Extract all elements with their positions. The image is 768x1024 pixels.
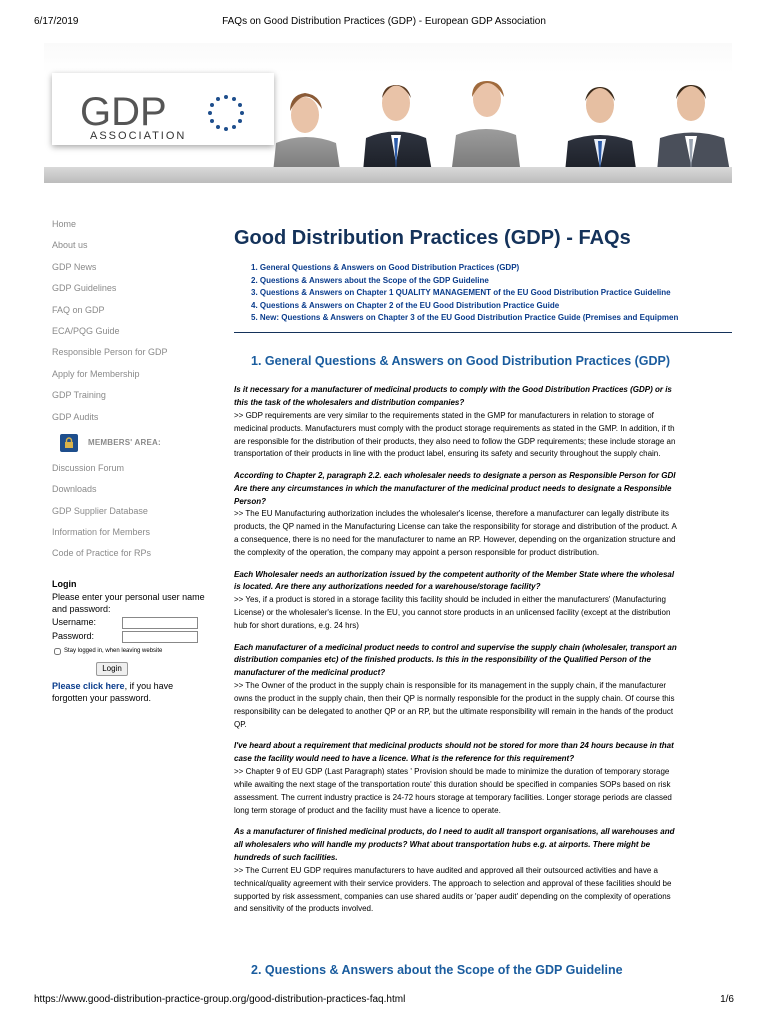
forgot-password-rest-2: forgotten your password.: [52, 693, 152, 703]
print-footer: [34, 994, 734, 1008]
faq-answer-line: supported by risk assessment, companies can use shared audits or 'paper audit' depending on the complexity of operations: [234, 891, 671, 901]
faq-item: [234, 826, 732, 916]
faq-answer-line: transportation of their products in line with the product label, ensuring its safety and security throughout the supply chain.: [234, 449, 661, 459]
sidebar-item-faq-on-gdp[interactable]: FAQ on GDP: [52, 304, 105, 315]
toc-link-section-3[interactable]: 3. Questions & Answers on Chapter 1 QUALITY MANAGEMENT of the EU Good Distribution Practice Guideline: [251, 288, 671, 298]
forgot-password-link[interactable]: Please click here: [52, 680, 125, 691]
print-url: https://www.good-distribution-practice-group.org/good-distribution-practices-faq.html: [34, 994, 406, 1005]
sidebar-item-home[interactable]: Home: [52, 219, 77, 229]
faq-question-line: Each manufacturer of a medicinal product needs to control and supervise the supply chain (wholesaler, transport an: [234, 642, 677, 652]
toc-link-section-4[interactable]: 4. Questions & Answers on Chapter 2 of the EU Good Distribution Practice Guide: [251, 300, 560, 310]
faq-question-line: case the facility would need to have a licence. What is the reference for this requirement?: [234, 754, 575, 764]
faq-answer-line: hub for short durations, e.g. 24 hrs): [234, 621, 359, 631]
sidebar-item-gdp-audits[interactable]: GDP Audits: [52, 411, 99, 422]
members-area-header: [60, 428, 212, 458]
faq-table-of-contents: [251, 262, 732, 325]
login-heading: Login: [52, 579, 77, 589]
faq-answer-line: >> Chapter 9 of EU GDP (Last Paragraph) states ' Provision should be made to minimize the duration of temporary storage: [234, 767, 670, 777]
password-label: Password:: [52, 631, 95, 642]
stay-logged-in-label: Stay logged in, when leaving website: [64, 648, 163, 655]
gdp-logo[interactable]: [52, 73, 274, 145]
login-button[interactable]: Login: [96, 662, 128, 676]
faq-question-line: Are there any circumstances in which the manufacturer of the medicinal product needs to designate a Responsible: [234, 483, 672, 493]
faq-item: [234, 740, 732, 817]
password-input[interactable]: [122, 631, 198, 643]
faq-question-line: According to Chapter 2, paragraph 2.2. each wholesaler needs to designate a person as Responsible Person for GDI: [234, 470, 676, 480]
section-2-heading: 2. Questions & Answers about the Scope of the GDP Guideline: [251, 963, 623, 977]
faq-answer-line: and sensitivity of the products involved.: [234, 904, 374, 914]
faq-answer-line: >> The Current EU GDP requires manufacturers to have audited and approved all their outsourced activities and have a: [234, 865, 658, 875]
sidebar-item-responsible-person[interactable]: Responsible Person for GDP: [52, 347, 168, 358]
main-content: [234, 224, 732, 925]
faq-answer-line: a consequence, there is no need for the manufacturer to name an RP. However, depending on the organization structure and: [234, 535, 676, 545]
login-intro-line-1: Please enter your personal user name: [52, 591, 205, 602]
header-banner: [44, 43, 732, 183]
print-page-number: 1/6: [720, 994, 734, 1005]
faq-answer-line: technical/quality agreement with their service providers. The approach to selection and approval of these facilities should be: [234, 878, 672, 888]
toc-link-section-1[interactable]: 1. General Questions & Answers on Good Distribution Practices (GDP): [251, 263, 520, 272]
sidebar-item-code-of-practice[interactable]: Code of Practice for RPs: [52, 548, 152, 559]
faq-question-line: distribution companies etc) of the finished products. Is this in the responsibility of the Qualified Person of the: [234, 655, 651, 665]
login-intro-line-2: and password:: [52, 604, 111, 614]
faq-answer-line: >> GDP requirements are very similar to the requirements stated in the GMP for manufacturers in relation to storage of: [234, 410, 654, 420]
divider: [234, 332, 732, 333]
eu-stars-icon: [208, 95, 244, 131]
forgot-password-rest: , if you have: [124, 680, 174, 691]
faq-question-line: is located. Are there any authorizations needed for a warehouse/storage facility?: [234, 582, 541, 592]
faq-answer-line: >> The EU Manufacturing authorization includes the wholesaler's license, therefore a manufacturer can legally distribute its: [234, 509, 669, 519]
faq-question-line: As a manufacturer of finished medicinal products, do I need to audit all transport organisations, all warehouses and: [234, 827, 675, 837]
members-area-label: MEMBERS' AREA:: [88, 438, 161, 448]
faq-answer-line: assessment. The current industry practice is 24-72 hours storage at temporary facilities. Longer storage periods are classed: [234, 792, 672, 802]
faq-answer-line: License) or the wholesaler's license. In the EU, you cannot store products in an unlicensed facility (except at the distribution: [234, 608, 671, 618]
faq-item: [234, 384, 732, 461]
sidebar-item-gdp-news[interactable]: GDP News: [52, 261, 97, 272]
sidebar-item-gdp-training[interactable]: GDP Training: [52, 390, 106, 401]
sidebar-item-about-us[interactable]: About us: [52, 240, 88, 251]
faq-answer-line: products, the QP named in the Manufacturing License can take the responsibility for storage and distribution of the product. A: [234, 522, 677, 532]
faq-answer-line: >> Yes, if a product is stored in a storage facility this facility should be included in either the manufacturers' (Manufacturing: [234, 595, 666, 605]
faq-question-line: Person?: [234, 496, 267, 506]
toc-link-section-2[interactable]: 2. Questions & Answers about the Scope of the GDP Guideline: [251, 275, 489, 285]
sidebar-item-apply-membership[interactable]: Apply for Membership: [52, 368, 140, 379]
faq-item: [234, 569, 732, 633]
faq-answer-line: while awaiting the next stage of the transportation route' this duration should be specified in companies SOPs based on risk: [234, 779, 671, 789]
faq-question-line: hundreds of such facilities.: [234, 852, 338, 862]
sidebar-item-supplier-database[interactable]: GDP Supplier Database: [52, 505, 148, 516]
faq-question-line: Each Wholesaler needs an authorization issued by the competent authority of the Member State where the wholesal: [234, 569, 675, 579]
page-title: Good Distribution Practices (GDP) - FAQs: [234, 227, 631, 249]
faq-answer-line: the complexity of the operation, the company may appoint a person responsible for product distribution.: [234, 548, 600, 558]
logo-subtitle-text: ASSOCIATION: [90, 130, 187, 142]
sidebar-item-info-for-members[interactable]: Information for Members: [52, 527, 151, 538]
section-1-heading: 1. General Questions & Answers on Good Distribution Practices (GDP): [251, 353, 671, 368]
stay-logged-in-checkbox[interactable]: [54, 648, 61, 655]
username-input[interactable]: [122, 617, 198, 629]
sidebar-item-gdp-guidelines[interactable]: GDP Guidelines: [52, 283, 117, 294]
faq-question-line: Is it necessary for a manufacturer of medicinal products to comply with the Good Distribution Practices (GDP) or is: [234, 384, 672, 394]
print-page-title: FAQs on Good Distribution Practices (GDP) - European GDP Association: [222, 16, 546, 27]
lock-icon: [60, 434, 78, 452]
faq-answer-line: are responsible for the distribution of their products, they also need to follow the GDP requirements; these include storage an: [234, 436, 676, 446]
print-header: [34, 16, 734, 30]
faq-answer-line: QP.: [234, 719, 247, 729]
faq-answer-line: owns the product in the supply chain, then their QP is normally responsible for the product in the supply chain. Of course this: [234, 694, 675, 704]
print-date: 6/17/2019: [34, 16, 79, 27]
faq-answer-line: responsibility can be delegated to another QP or an RP, but the ultimate responsibility will remain in the hands of the product: [234, 706, 674, 716]
faq-answer-line: >> The Owner of the product in the supply chain is responsible for its management in the supply chain, if the manufacturer: [234, 681, 667, 691]
faq-answer-line: medicinal products. Manufacturers must comply with the product storage requirements as stated in the GMP. In addition, if th: [234, 423, 675, 433]
logo-brand-text: GDP: [80, 90, 167, 134]
faq-question-line: this the task of the wholesalers and distribution companies?: [234, 397, 465, 407]
sidebar-item-downloads[interactable]: Downloads: [52, 484, 97, 495]
forgot-password-text: [52, 680, 212, 705]
faq-question-line: I've heard about a requirement that medicinal products should not be stored for more than 24 hours because in that: [234, 741, 674, 751]
username-label: Username:: [52, 617, 97, 628]
faq-answer-line: long term storage of product and the facility must have a licence to operate.: [234, 805, 501, 815]
faq-question-line: manufacturer of the medicinal product?: [234, 668, 386, 678]
sidebar-item-discussion-forum[interactable]: Discussion Forum: [52, 462, 125, 473]
faq-question-line: all wholesalers who will handle my products? What about transportation hubs e.g. at airports. There might be: [234, 839, 651, 849]
login-form: [52, 578, 212, 705]
sidebar-nav: [52, 214, 212, 565]
toc-link-section-5[interactable]: 5. New: Questions & Answers on Chapter 3 of the EU Good Distribution Practice Guide (Premises and Equipmen: [251, 313, 679, 323]
faq-item: [234, 470, 732, 560]
sidebar-item-eca-pqg-guide[interactable]: ECA/PQG Guide: [52, 325, 120, 336]
faq-item: [234, 642, 732, 732]
